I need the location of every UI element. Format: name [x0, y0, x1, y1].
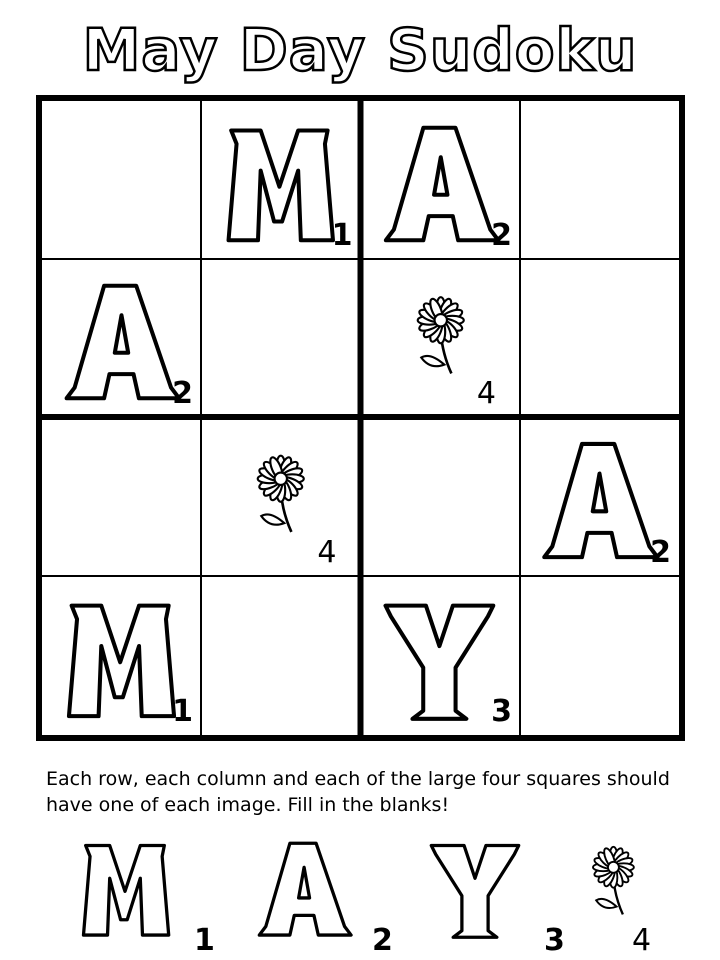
symbol-number: 1 — [331, 218, 353, 253]
legend-item-y — [410, 820, 565, 960]
sudoku-cell-r2-c3 — [361, 259, 521, 417]
sudoku-cell-r3-c1[interactable] — [42, 417, 201, 576]
daisy-flower-icon — [201, 417, 361, 576]
page-title-text: May Day Sudoku — [82, 16, 638, 84]
symbol-number: 4 — [476, 376, 496, 411]
sudoku-cell-r3-c4 — [520, 417, 679, 576]
sudoku-cell-r1-c2 — [201, 101, 361, 259]
symbol-number: 1 — [172, 694, 193, 729]
legend-number: 1 — [194, 923, 215, 958]
sudoku-cell-r1-c1[interactable] — [42, 101, 201, 259]
legend-number: 3 — [544, 923, 565, 958]
daisy-flower-icon — [361, 259, 521, 417]
sudoku-cell-r4-c4[interactable] — [520, 576, 679, 735]
legend-item-a — [238, 820, 393, 960]
letter-a-icon — [238, 828, 368, 946]
sudoku-board — [36, 95, 685, 741]
legend-item-flower — [560, 820, 710, 960]
symbol-number: 2 — [650, 535, 671, 570]
symbol-number: 2 — [491, 218, 512, 253]
sudoku-cell-r4-c2[interactable] — [201, 576, 361, 735]
legend-number: 4 — [632, 923, 652, 958]
sudoku-cell-r2-c1 — [42, 259, 201, 417]
legend-item-m — [60, 820, 215, 960]
symbol-legend — [0, 820, 720, 960]
sudoku-cell-r2-c4[interactable] — [520, 259, 679, 417]
letter-m-icon — [60, 828, 190, 946]
sudoku-cell-r1-c3 — [361, 101, 521, 259]
symbol-number: 3 — [491, 694, 512, 729]
daisy-flower-icon — [560, 828, 670, 938]
instructions-text: Each row, each column and each of the large four squares should have one of each image. Fill in the blanks! — [46, 768, 670, 816]
sudoku-cell-r4-c3 — [361, 576, 521, 735]
symbol-number: 4 — [317, 535, 337, 570]
sudoku-cell-r2-c2[interactable] — [201, 259, 361, 417]
sudoku-cell-r3-c2 — [201, 417, 361, 576]
sudoku-cell-r1-c4[interactable] — [520, 101, 679, 259]
sudoku-cell-r3-c3[interactable] — [361, 417, 521, 576]
sudoku-cell-r4-c1 — [42, 576, 201, 735]
legend-number: 2 — [372, 923, 393, 958]
page-title — [0, 8, 720, 88]
letter-y-icon — [410, 828, 540, 946]
symbol-number: 2 — [172, 376, 193, 411]
